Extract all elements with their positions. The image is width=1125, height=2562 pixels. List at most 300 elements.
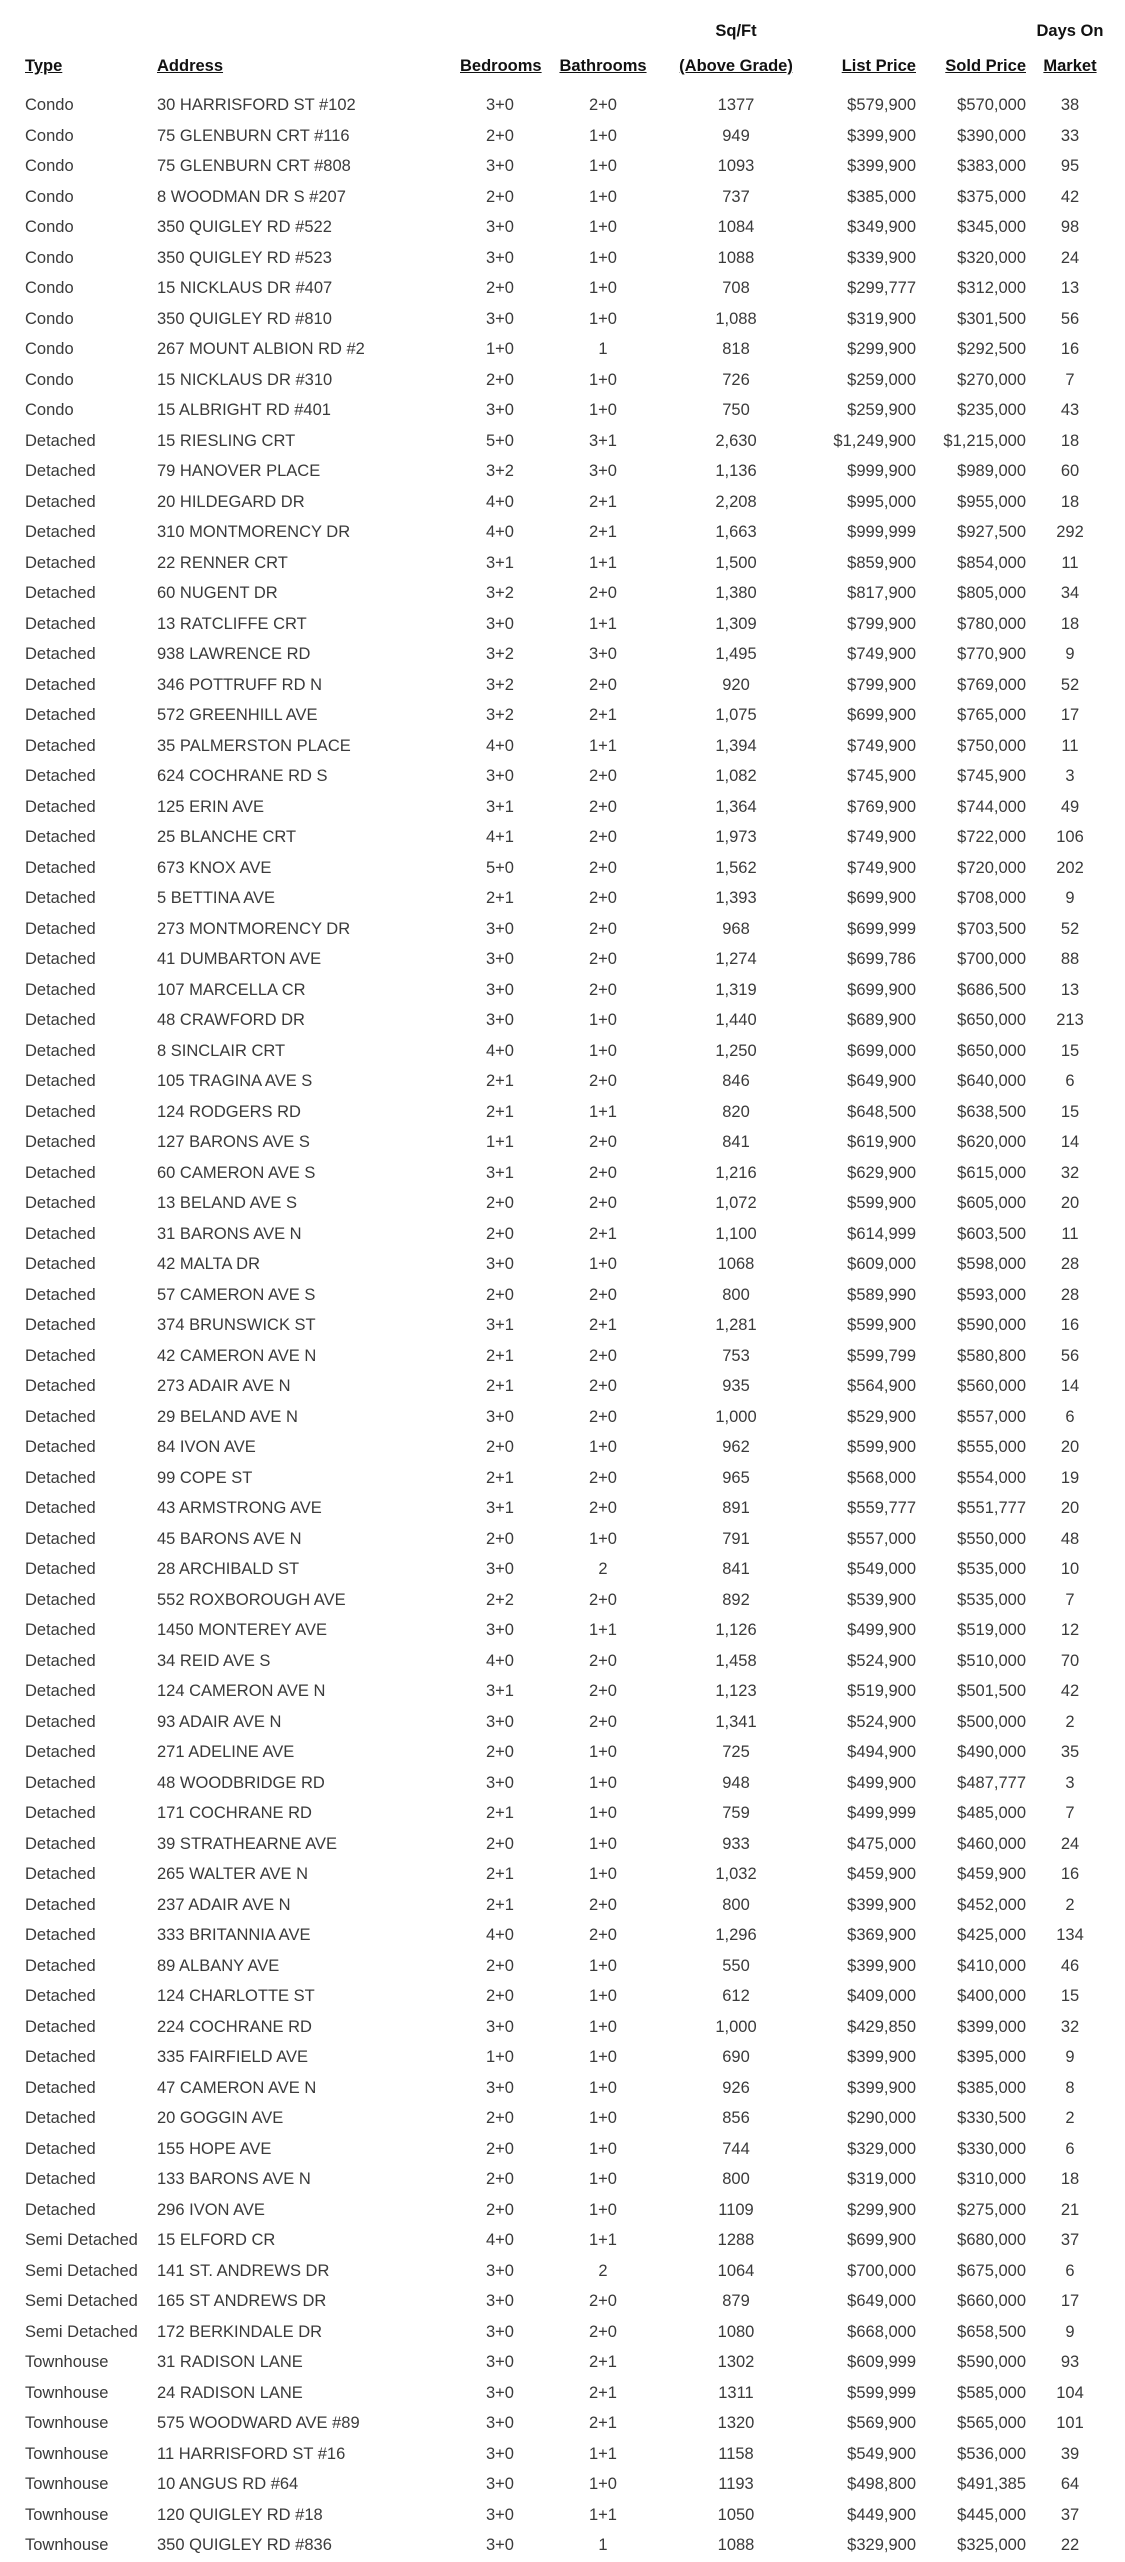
cell-address: 5 BETTINA AVE <box>157 889 275 907</box>
cell-sold-price: $680,000 <box>957 2231 1026 2249</box>
cell-bathrooms: 1+1 <box>589 614 617 633</box>
cell-sold-price: $660,000 <box>957 2292 1026 2310</box>
cell-list-price: $459,900 <box>847 1865 916 1883</box>
cell-days-on-market: 98 <box>1060 218 1080 236</box>
cell-bedrooms: 3+0 <box>486 2353 514 2371</box>
cell-sold-price: $675,000 <box>957 2261 1026 2280</box>
table-row <box>0 1952 1125 1983</box>
cell-sold-price: $490,000 <box>957 1743 1026 1761</box>
table-row <box>0 1830 1125 1861</box>
cell-bathrooms: 2+0 <box>589 1163 617 1182</box>
cell-sqft: 968 <box>722 919 750 938</box>
table-row <box>0 549 1125 580</box>
cell-list-price: $699,900 <box>847 2231 916 2249</box>
cell-bedrooms: 2+0 <box>486 370 514 389</box>
cell-days-on-market: 28 <box>1060 1255 1080 1273</box>
cell-bathrooms: 1+0 <box>589 2139 617 2158</box>
table-row <box>0 1098 1125 1129</box>
cell-days-on-market: 11 <box>1061 736 1079 755</box>
cell-bathrooms: 2+0 <box>589 950 617 968</box>
cell-address: 75 GLENBURN CRT #116 <box>157 126 350 145</box>
cell-type: Detached <box>25 950 96 968</box>
table-row <box>0 2226 1125 2257</box>
cell-sqft: 1,126 <box>715 1621 757 1639</box>
cell-list-price: $749,900 <box>847 645 916 663</box>
cell-days-on-market: 70 <box>1060 1651 1080 1670</box>
cell-bathrooms: 2+1 <box>589 1316 617 1334</box>
table-row <box>0 793 1125 824</box>
cell-address: 35 PALMERSTON PLACE <box>157 736 351 755</box>
cell-address: 41 DUMBARTON AVE <box>157 950 322 968</box>
cell-address: 624 COCHRANE RD S <box>157 767 328 785</box>
cell-bathrooms: 3+0 <box>589 462 617 480</box>
cell-type: Detached <box>25 1529 96 1548</box>
cell-sqft: 726 <box>722 370 750 389</box>
cell-days-on-market: 38 <box>1060 96 1080 114</box>
cell-type: Condo <box>25 126 74 145</box>
cell-sqft: 949 <box>722 126 750 145</box>
cell-list-price: $745,900 <box>847 767 916 785</box>
cell-bedrooms: 2+0 <box>486 2109 514 2127</box>
table-row <box>0 976 1125 1007</box>
cell-address: 79 HANOVER PLACE <box>157 462 321 480</box>
cell-days-on-market: 16 <box>1060 1316 1080 1334</box>
cell-address: 99 COPE ST <box>157 1468 253 1487</box>
cell-days-on-market: 32 <box>1060 1163 1080 1182</box>
cell-sold-price: $650,000 <box>957 1011 1026 1029</box>
cell-sqft: 1,250 <box>715 1041 757 1060</box>
cell-bathrooms: 1 <box>598 2536 608 2554</box>
table-row <box>0 488 1125 519</box>
cell-bedrooms: 2+0 <box>486 1529 514 1548</box>
cell-sold-price: $399,000 <box>957 2017 1026 2036</box>
cell-bedrooms: 2+0 <box>486 1956 514 1975</box>
cell-sqft: 1,082 <box>715 767 757 785</box>
cell-list-price: $599,900 <box>847 1438 916 1456</box>
cell-bathrooms: 2+0 <box>589 767 617 785</box>
cell-address: 45 BARONS AVE N <box>157 1529 302 1548</box>
cell-sold-price: $501,500 <box>957 1682 1026 1700</box>
cell-days-on-market: 39 <box>1060 2444 1080 2463</box>
table-row <box>0 640 1125 671</box>
cell-sold-price: $955,000 <box>957 492 1026 511</box>
cell-list-price: $749,900 <box>847 828 916 846</box>
cell-list-price: $769,900 <box>847 797 916 816</box>
cell-sqft: 1084 <box>717 218 755 236</box>
table-row <box>0 1525 1125 1556</box>
cell-sqft: 2,630 <box>715 431 757 450</box>
cell-list-price: $557,000 <box>847 1529 916 1548</box>
cell-bathrooms: 1+1 <box>589 1621 617 1639</box>
cell-address: 172 BERKINDALE DR <box>157 2322 323 2341</box>
cell-bedrooms: 3+0 <box>486 218 514 236</box>
table-row <box>0 2165 1125 2196</box>
table-row <box>0 2440 1125 2471</box>
cell-days-on-market: 7 <box>1065 1804 1075 1822</box>
table-row <box>0 1708 1125 1739</box>
cell-type: Detached <box>25 1956 96 1975</box>
cell-address: 155 HOPE AVE <box>157 2139 272 2158</box>
cell-bedrooms: 4+0 <box>486 492 514 511</box>
cell-type: Detached <box>25 1590 96 1609</box>
table-row <box>0 2135 1125 2166</box>
cell-address: 48 CRAWFORD DR <box>157 1011 305 1029</box>
cell-type: Townhouse <box>25 2475 109 2493</box>
cell-type: Detached <box>25 2200 96 2219</box>
cell-type: Condo <box>25 218 74 236</box>
cell-days-on-market: 19 <box>1060 1468 1080 1487</box>
cell-address: 105 TRAGINA AVE S <box>157 1072 313 1090</box>
cell-sqft: 841 <box>722 1133 750 1151</box>
cell-list-price: $399,900 <box>847 2048 916 2066</box>
cell-address: 30 HARRISFORD ST #102 <box>157 96 356 114</box>
cell-bathrooms: 2+0 <box>589 584 617 602</box>
cell-sqft: 725 <box>722 1743 750 1761</box>
cell-bathrooms: 2+0 <box>589 1072 617 1090</box>
cell-sqft: 1068 <box>717 1255 755 1273</box>
cell-sold-price: $555,000 <box>957 1438 1026 1456</box>
cell-days-on-market: 37 <box>1060 2231 1080 2249</box>
cell-sold-price: $395,000 <box>957 2048 1026 2066</box>
cell-type: Detached <box>25 1133 96 1151</box>
table-row <box>0 1769 1125 1800</box>
cell-sqft: 612 <box>722 1987 750 2005</box>
cell-days-on-market: 14 <box>1060 1377 1080 1395</box>
cell-list-price: $349,900 <box>847 218 916 236</box>
cell-address: 15 ALBRIGHT RD #401 <box>157 401 331 419</box>
cell-days-on-market: 9 <box>1065 645 1075 663</box>
cell-bathrooms: 2+0 <box>589 1377 617 1395</box>
cell-sqft: 1,274 <box>715 950 757 968</box>
cell-sold-price: $780,000 <box>957 614 1026 633</box>
cell-bathrooms: 2+0 <box>589 1590 617 1609</box>
cell-days-on-market: 17 <box>1060 2292 1080 2310</box>
cell-list-price: $569,900 <box>847 2414 916 2432</box>
cell-list-price: $614,999 <box>847 1224 916 1243</box>
cell-type: Detached <box>25 1377 96 1395</box>
cell-bedrooms: 3+0 <box>486 401 514 419</box>
cell-type: Detached <box>25 1346 96 1365</box>
cell-days-on-market: 13 <box>1060 980 1080 999</box>
cell-type: Detached <box>25 1651 96 1670</box>
cell-bathrooms: 2+0 <box>589 1468 617 1487</box>
cell-sqft: 926 <box>722 2078 750 2097</box>
cell-days-on-market: 16 <box>1060 1865 1080 1883</box>
header-bathrooms: Bathrooms <box>559 57 647 75</box>
cell-bedrooms: 1+0 <box>486 340 514 358</box>
cell-type: Detached <box>25 1224 96 1243</box>
cell-sqft: 856 <box>722 2109 750 2127</box>
cell-days-on-market: 9 <box>1065 889 1075 907</box>
table-row <box>0 1372 1125 1403</box>
cell-list-price: $549,000 <box>847 1560 916 1578</box>
cell-address: 20 HILDEGARD DR <box>157 492 305 511</box>
cell-type: Semi Detached <box>25 2231 138 2249</box>
cell-bedrooms: 3+2 <box>486 645 514 663</box>
cell-sqft: 550 <box>722 1956 750 1975</box>
cell-type: Detached <box>25 828 96 846</box>
cell-bathrooms: 1+0 <box>589 401 617 419</box>
cell-address: 938 LAWRENCE RD <box>157 645 311 663</box>
cell-type: Townhouse <box>25 2353 109 2371</box>
cell-address: 107 MARCELLA CR <box>157 980 306 999</box>
cell-bedrooms: 3+1 <box>486 797 514 816</box>
cell-sold-price: $535,000 <box>957 1590 1026 1609</box>
cell-bathrooms: 2+0 <box>589 797 617 816</box>
cell-type: Detached <box>25 736 96 755</box>
cell-list-price: $568,000 <box>847 1468 916 1487</box>
table-row <box>0 1189 1125 1220</box>
cell-type: Detached <box>25 1194 96 1212</box>
cell-sqft: 1,088 <box>715 309 757 328</box>
cell-list-price: $399,900 <box>847 157 916 175</box>
cell-bathrooms: 1+0 <box>589 1255 617 1273</box>
cell-address: 350 QUIGLEY RD #836 <box>157 2536 332 2554</box>
cell-address: 374 BRUNSWICK ST <box>157 1316 316 1334</box>
cell-address: 141 ST. ANDREWS DR <box>157 2261 330 2280</box>
cell-bedrooms: 4+0 <box>486 1926 514 1944</box>
cell-list-price: $699,000 <box>847 1041 916 1060</box>
cell-type: Detached <box>25 1834 96 1853</box>
cell-bathrooms: 1+0 <box>589 370 617 389</box>
cell-list-price: $589,990 <box>847 1285 916 1304</box>
cell-bathrooms: 1+0 <box>589 2200 617 2219</box>
table-row <box>0 1006 1125 1037</box>
cell-bedrooms: 2+1 <box>486 1895 514 1914</box>
cell-list-price: $499,999 <box>847 1804 916 1822</box>
cell-address: 42 CAMERON AVE N <box>157 1346 317 1365</box>
table-row <box>0 1616 1125 1647</box>
cell-bedrooms: 3+1 <box>486 1163 514 1182</box>
cell-sold-price: $708,000 <box>957 889 1026 907</box>
cell-bathrooms: 2+0 <box>589 1346 617 1365</box>
cell-bathrooms: 2+0 <box>589 1407 617 1426</box>
cell-list-price: $609,000 <box>847 1255 916 1273</box>
cell-sold-price: $615,000 <box>957 1163 1026 1182</box>
cell-days-on-market: 28 <box>1060 1285 1080 1304</box>
cell-sold-price: $485,000 <box>957 1804 1026 1822</box>
cell-days-on-market: 134 <box>1056 1926 1084 1944</box>
cell-list-price: $299,900 <box>847 340 916 358</box>
cell-sqft: 965 <box>722 1468 750 1487</box>
cell-days-on-market: 52 <box>1060 919 1080 938</box>
cell-address: 335 FAIRFIELD AVE <box>157 2048 309 2066</box>
cell-sold-price: $310,000 <box>957 2170 1026 2188</box>
cell-type: Condo <box>25 340 74 358</box>
cell-sold-price: $744,000 <box>957 797 1026 816</box>
cell-days-on-market: 7 <box>1065 1590 1075 1609</box>
cell-days-on-market: 24 <box>1060 248 1080 267</box>
cell-list-price: $519,900 <box>847 1682 916 1700</box>
cell-days-on-market: 13 <box>1060 279 1080 297</box>
cell-days-on-market: 60 <box>1060 462 1080 480</box>
cell-bathrooms: 2 <box>598 1560 608 1578</box>
cell-type: Detached <box>25 1743 96 1761</box>
table-row <box>0 1921 1125 1952</box>
cell-sqft: 1,032 <box>715 1865 757 1883</box>
cell-list-price: $524,900 <box>847 1712 916 1731</box>
cell-sqft: 1,216 <box>715 1163 757 1182</box>
cell-address: 28 ARCHIBALD ST <box>157 1560 300 1578</box>
cell-days-on-market: 18 <box>1060 2170 1080 2188</box>
cell-sqft: 935 <box>722 1377 750 1395</box>
cell-sold-price: $445,000 <box>957 2505 1026 2524</box>
cell-type: Detached <box>25 767 96 785</box>
cell-type: Condo <box>25 248 74 267</box>
cell-days-on-market: 3 <box>1065 1773 1075 1792</box>
cell-days-on-market: 33 <box>1060 126 1080 145</box>
cell-bedrooms: 2+0 <box>486 1743 514 1761</box>
cell-sqft: 737 <box>722 187 750 206</box>
table-row <box>0 2501 1125 2532</box>
cell-type: Condo <box>25 401 74 419</box>
cell-type: Detached <box>25 1895 96 1914</box>
cell-sold-price: $519,000 <box>957 1621 1026 1639</box>
cell-days-on-market: 10 <box>1060 1560 1080 1578</box>
cell-sold-price: $325,000 <box>957 2536 1026 2554</box>
cell-days-on-market: 17 <box>1060 706 1080 724</box>
cell-sold-price: $765,000 <box>957 706 1026 724</box>
table-row <box>0 1860 1125 1891</box>
cell-bedrooms: 2+0 <box>486 2139 514 2158</box>
cell-type: Condo <box>25 96 74 114</box>
cell-bedrooms: 2+0 <box>486 1285 514 1304</box>
cell-sold-price: $270,000 <box>957 370 1026 389</box>
table-row <box>0 1128 1125 1159</box>
cell-list-price: $668,000 <box>847 2322 916 2341</box>
cell-sold-price: $1,215,000 <box>943 431 1026 450</box>
cell-bedrooms: 2+1 <box>486 1346 514 1365</box>
cell-bathrooms: 2+0 <box>589 828 617 846</box>
cell-sqft: 933 <box>722 1834 750 1853</box>
cell-list-price: $599,900 <box>847 1316 916 1334</box>
cell-list-price: $399,900 <box>847 1956 916 1975</box>
cell-sqft: 1,440 <box>715 1011 757 1029</box>
cell-bathrooms: 1+0 <box>589 1438 617 1456</box>
cell-address: 13 RATCLIFFE CRT <box>157 614 307 633</box>
cell-list-price: $259,900 <box>847 401 916 419</box>
cell-days-on-market: 213 <box>1056 1011 1084 1029</box>
cell-address: 125 ERIN AVE <box>157 797 265 816</box>
cell-address: 42 MALTA DR <box>157 1255 261 1273</box>
cell-list-price: $524,900 <box>847 1651 916 1670</box>
cell-sqft: 1,319 <box>715 980 757 999</box>
cell-bedrooms: 3+0 <box>486 2536 514 2554</box>
cell-sqft: 1064 <box>717 2261 755 2280</box>
cell-days-on-market: 11 <box>1061 1224 1079 1243</box>
cell-days-on-market: 7 <box>1065 370 1075 389</box>
table-row <box>0 1586 1125 1617</box>
header-sqft-top: Sq/Ft <box>715 22 757 40</box>
header-address: Address <box>157 57 224 75</box>
cell-days-on-market: 20 <box>1060 1499 1080 1517</box>
cell-list-price: $749,900 <box>847 736 916 755</box>
cell-sqft: 1,100 <box>715 1224 757 1243</box>
cell-sqft: 708 <box>722 279 750 297</box>
cell-days-on-market: 24 <box>1060 1834 1080 1853</box>
table-row <box>0 1982 1125 2013</box>
cell-sqft: 1,973 <box>715 828 757 846</box>
cell-sold-price: $805,000 <box>957 584 1026 602</box>
cell-address: 60 CAMERON AVE S <box>157 1163 316 1182</box>
cell-list-price: $409,000 <box>847 1987 916 2005</box>
cell-sold-price: $590,000 <box>957 2353 1026 2371</box>
cell-days-on-market: 2 <box>1065 1895 1075 1914</box>
cell-bedrooms: 3+1 <box>486 1316 514 1334</box>
cell-address: 124 CHARLOTTE ST <box>157 1987 315 2005</box>
cell-bathrooms: 1+1 <box>589 2505 617 2524</box>
cell-type: Detached <box>25 1621 96 1639</box>
cell-sold-price: $560,000 <box>957 1377 1026 1395</box>
cell-days-on-market: 9 <box>1065 2322 1075 2341</box>
table-row <box>0 1159 1125 1190</box>
cell-sqft: 818 <box>722 340 750 358</box>
cell-bathrooms: 1+0 <box>589 1773 617 1792</box>
table-row <box>0 1342 1125 1373</box>
table-row <box>0 457 1125 488</box>
cell-days-on-market: 14 <box>1060 1133 1080 1151</box>
cell-bathrooms: 2+0 <box>589 889 617 907</box>
cell-bathrooms: 1+0 <box>589 1834 617 1853</box>
cell-days-on-market: 93 <box>1060 2353 1080 2371</box>
cell-list-price: $259,000 <box>847 370 916 389</box>
cell-list-price: $700,000 <box>847 2261 916 2280</box>
cell-days-on-market: 56 <box>1060 309 1080 328</box>
cell-type: Townhouse <box>25 2444 109 2463</box>
cell-list-price: $699,900 <box>847 706 916 724</box>
cell-address: 20 GOGGIN AVE <box>157 2109 284 2127</box>
cell-bathrooms: 2+0 <box>589 919 617 938</box>
cell-sold-price: $500,000 <box>957 1712 1026 1731</box>
cell-days-on-market: 18 <box>1060 614 1080 633</box>
cell-bedrooms: 2+1 <box>486 889 514 907</box>
cell-bedrooms: 3+1 <box>486 1499 514 1517</box>
cell-days-on-market: 48 <box>1060 1529 1080 1548</box>
cell-sold-price: $686,500 <box>957 980 1026 999</box>
table-row <box>0 1037 1125 1068</box>
table-row <box>0 1738 1125 1769</box>
cell-list-price: $399,900 <box>847 2078 916 2097</box>
table-row <box>0 1281 1125 1312</box>
table-row <box>0 2013 1125 2044</box>
cell-bedrooms: 3+0 <box>486 1560 514 1578</box>
cell-sold-price: $400,000 <box>957 1987 1026 2005</box>
table-row <box>0 2531 1125 2562</box>
cell-type: Detached <box>25 1072 96 1090</box>
cell-type: Condo <box>25 157 74 175</box>
cell-sqft: 750 <box>722 401 750 419</box>
cell-address: 237 ADAIR AVE N <box>157 1895 291 1914</box>
cell-list-price: $564,900 <box>847 1377 916 1395</box>
cell-address: 25 BLANCHE CRT <box>157 828 297 846</box>
cell-sold-price: $620,000 <box>957 1133 1026 1151</box>
table-row <box>0 1311 1125 1342</box>
cell-type: Detached <box>25 2017 96 2036</box>
table-row <box>0 732 1125 763</box>
cell-sold-price: $554,000 <box>957 1468 1026 1487</box>
cell-sold-price: $510,000 <box>957 1651 1026 1670</box>
cell-address: 1450 MONTEREY AVE <box>157 1621 327 1639</box>
cell-bedrooms: 4+0 <box>486 523 514 541</box>
cell-address: 273 MONTMORENCY DR <box>157 919 351 938</box>
cell-address: 47 CAMERON AVE N <box>157 2078 317 2097</box>
cell-bedrooms: 3+0 <box>486 309 514 328</box>
cell-list-price: $498,800 <box>847 2475 916 2493</box>
cell-sqft: 1,296 <box>715 1926 757 1944</box>
cell-type: Detached <box>25 614 96 633</box>
cell-type: Detached <box>25 1438 96 1456</box>
cell-sold-price: $460,000 <box>957 1834 1026 1853</box>
